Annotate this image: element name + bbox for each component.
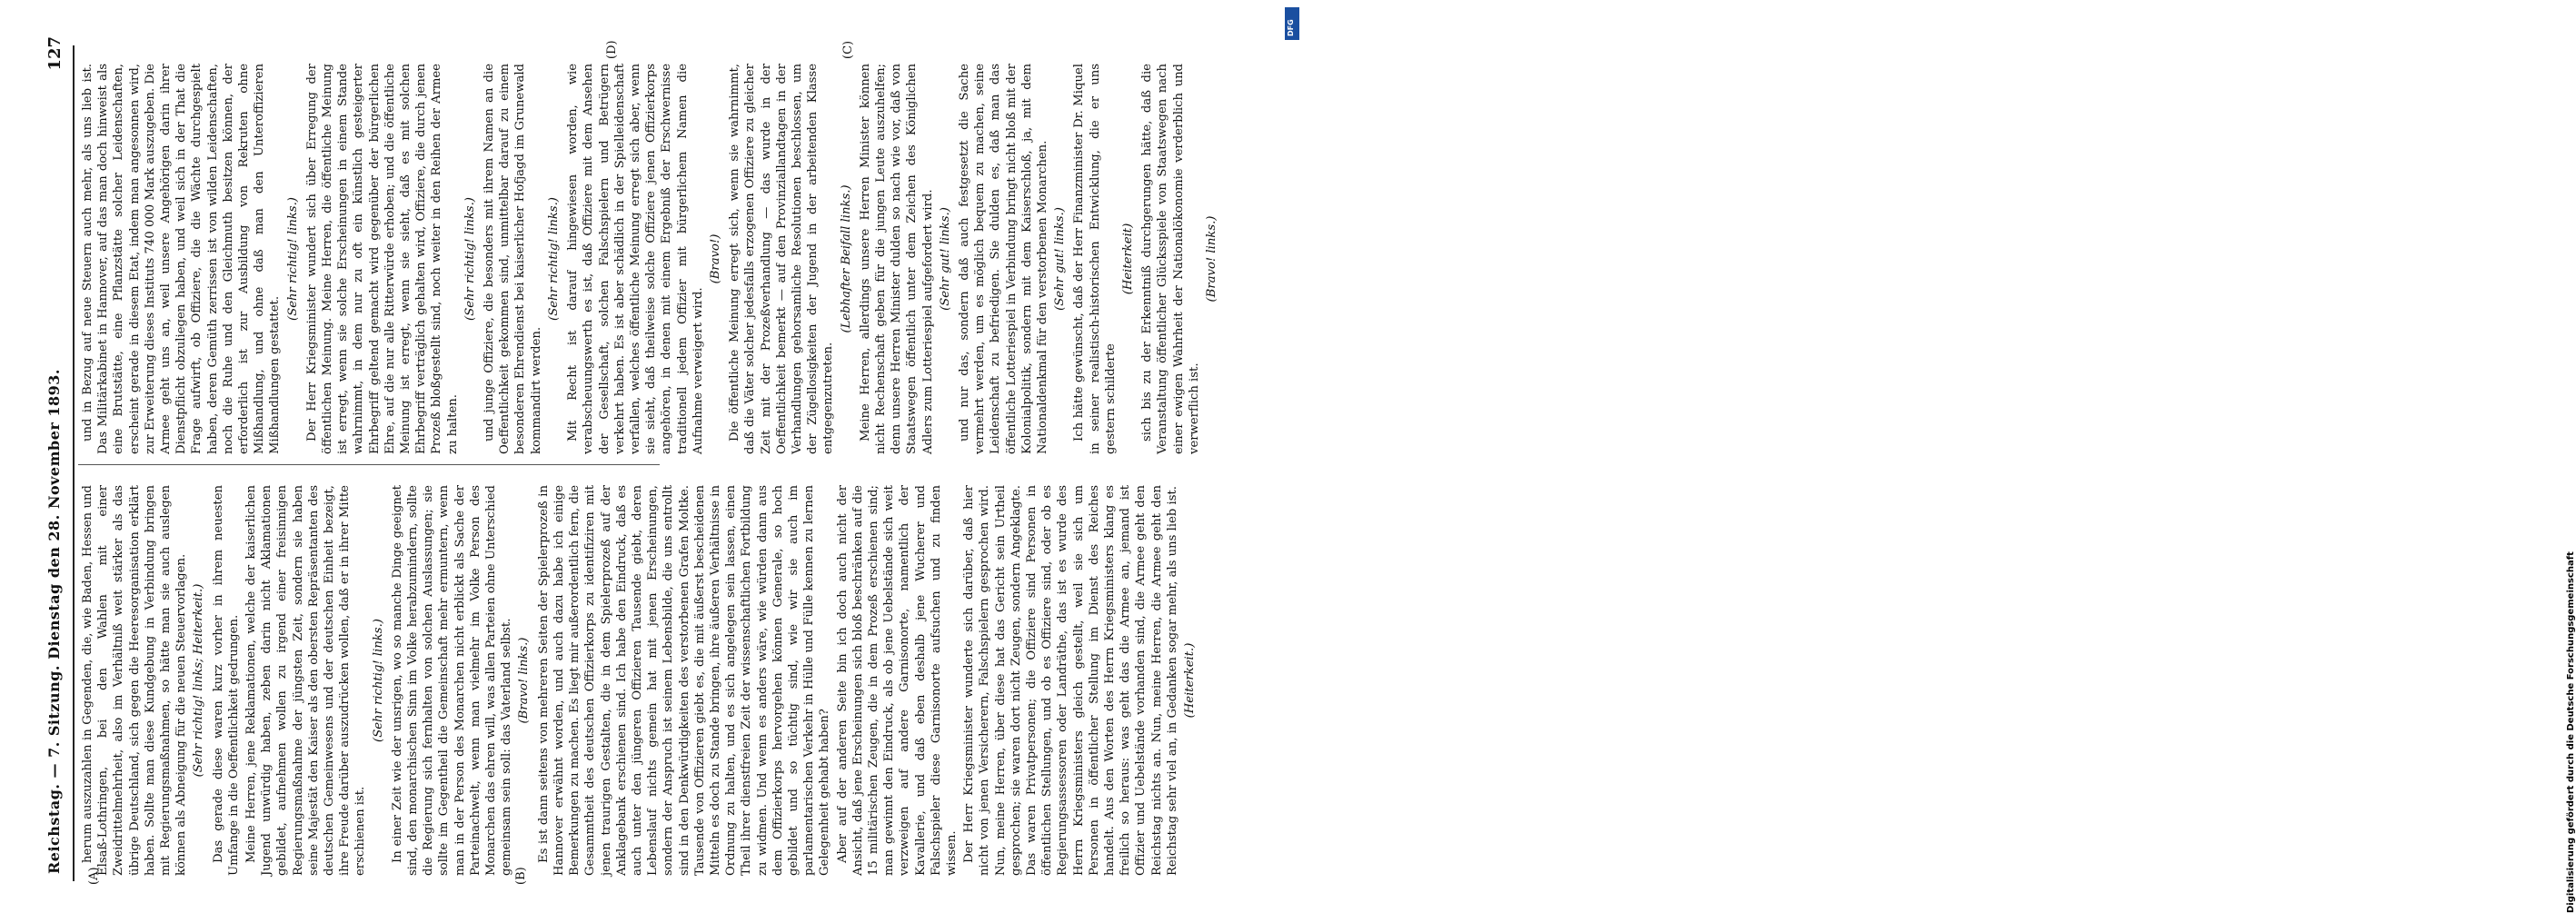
credit-text: Digitalisierung gefördert durch die Deutsche Forschungsgemeinschaft xyxy=(2566,551,2576,913)
paragraph: und in Bezug auf neue Steuern auch mehr, als uns lieb ist. Das Militärkabinet in Hannover, auf das man doch hinweist als eine Brutstätte, eine Pflanzstätte solcher Leidenschaften, erscheint gerade in diesem Etat, indem man angesonnen wird, zur Erweiterung dieses Instituts 740 000 Mark auszugeben. Die Armee geht uns an, weil unsere Angehörigen darin ihrer Dienstpflicht obzuliegen haben, und weil sich in der That die Frage aufwirft, ob Offiziere, die die Wächte durchgespielt haben, deren Gemüth zerrissen ist von wilden Leidenschaften, noch die Ruhe und den Gleichmuth besitzen können, der erforderlich ist zur Ausbildung von Rekruten ohne Mißhandlung, und ohne daß man den Unteroffizieren Mißhandlungen gestattet. xyxy=(81,64,283,454)
margin-marker-b: (B) xyxy=(514,867,528,885)
margin-marker-d: (D) xyxy=(605,40,619,59)
paragraph: Der Herr Kriegsminister wundert sich über Erregung der öffentlichen Meinung. Meine Herren, die öffentliche Meinung ist erregt, wenn sie solche Erscheinungen in einem Stande wahrnimmt, in dem nur zu oft ein künstlich gesteigerter Ehrbegriff geltend gemacht wird gegenüber der bürgerlichen Ehre, auf die nur alle Ritterwürde erhoben; und die öffentliche Meinung ist erregt, wenn sie sieht, daß es mit solchen Ehrbegriff verträglich gehalten wird, Offiziere, die durch jenen Prozeß bloßgestellt sind, noch weiter in den Reihen der Armee zu halten. xyxy=(304,64,460,454)
paragraph: Die öffentliche Meinung erregt sich, wenn sie wahrnimmt, daß die Väter solcher jedesfalls erzogenen Offiziere zu gleicher Zeit mit der Prozeßverhandlung — das wurde in der Oeffentlichkeit bemerkt — auf den Provinziallandtagen in der Verhandlungen gehorsamliche Resolutionen beschlossen, um der Zügellosigkeiten der Jugend in der arbeitenden Klasse entgegenzutreten. xyxy=(728,64,836,454)
interjection: (Sehr gut! links.) xyxy=(1053,207,1068,311)
interjection: (Sehr richtig! links.) xyxy=(285,197,300,321)
paragraph: Meine Herren, allerdings unsere Herren Minister können nicht Rechenschaft geben für die jungen Leute auszuhelfen; denn unsere Herren Minister dulden so nach wie vor, daß von Staatswegen öffentlich unter dem Zeichen des Königlichen Adlers zum Lotteriespiel aufgefordert wird. xyxy=(858,64,935,454)
paragraph: sich bis zu der Erkenntniß durchgerungen hätte, daß die Veranstaltung öffentlicher Glücksspiele von Staatswegen nach einer ewigen Wahrheit der Nationalökonomie verderblich und verwerflich ist. xyxy=(1140,64,1201,454)
paragraph: Aber auf der anderen Seite bin ich doch auch nicht der Ansicht, daß jene Erscheinungen sich bloß beschränken auf die 15 militärischen Zeugen, die in dem Prozeß erschienen sind; man gewinnt den Eindruck, als ob jene Uebelstände sich weit verzweigen auf andere Garnisonorte, namentlich der Kavallerie, und daß eben deshalb jene Wucherer und Falschspieler diese Garnisonorte aufsuchen und zu finden wissen. xyxy=(835,485,959,876)
paragraph: Der Herr Kriegsminister wunderte sich darüber, daß hier nicht von jenen Versicherern, Falschspielern gesprochen wird. Nun, meine Herren, über diese hat das Gericht sein Urtheil gesprochen; sie waren dort nicht Zeugen, sondern Angeklagte. Das waren Privatpersonen; die Offiziere sind Personen in öffentlichen Stellungen, und ob es Offiziere sind, oder ob es Regierungsassessoren oder Landräthe, das ist es wurde des Herrn Kriegsministers gleich gestellt, weil sie sich um Personen in öffentlicher Stellung im Dienst des Reiches handelt. Aus den Worten des Herrn Kriegsministers klang es freilich so heraus: was geht das die Armee an, jemand ist Offizier und Uebelstände vorhanden sind, die Armee geht den Reichstag nichts an. Nun, meine Herren, die Armee geht den Reichstag sehr viel an, in Gedanken sogar mehr, als uns lieb ist. xyxy=(962,485,1179,876)
interjection: (Sehr gut! links.) xyxy=(938,207,952,311)
interjection: (Sehr richtig! links.) xyxy=(462,197,477,321)
paragraph: und nur das, sondern daß auch festgesetzt die Sache vermehrt werden, um es möglich bequem zu machen, seine Leidenschaft zu befriedigen. Sie dulden es, daß man das öffentliche Lotteriespiel in Verbindung bringt nicht bloß mit der Kolonialpolitik, sondern mit dem Kaiserschloß, ja, mit dem Nationaldenkmal für den verstorbenen Monarchen. xyxy=(957,64,1049,454)
interjection: (Lebhafter Beifall links.) xyxy=(839,184,853,333)
paragraph: herum auszuzahlen in Gegenden, die, wie Baden, Hessen und Elsaß-Lothringen, bei den Wahlen mit einer Zweidrittelmehrheit, also im Verhältniß weit stärker als das übrige Deutschland, sich gegen die Heeresorganisation erklärt haben. Sollte man diese Kundgebung in Verbindung bringen mit Regierungsmaßnahmen, so hätte man sie auch auslegen können als Abneigung für die neuen Steuervorlagen. xyxy=(81,485,189,876)
paragraph: Es ist dann seitens von mehreren Seiten der Spielerprozeß in Hannover erwähnt worden, und auch dazu habe ich einige Bemerkungen zu machen. Es liegt mir außerordentlich fern, die Gesammtheit des deutschen Offizierkorps zu identifiziren mit jenen traurigen Gestalten, die in dem Spielerprozeß auf der Anklagebank erschienen sind. Ich habe den Eindruck, daß es auch unter den jüngeren Offizieren Tausende giebt, deren Lebenslauf nichts gemein hat mit jenen Erscheinungen, sondern der Anspruch ist seinem Lebensbilde, die uns entrollt sind in den Denkwürdigkeiten des verstorbenen Grafen Moltke. Tausende von Offizieren giebt es, die mit äußerst bescheidenen Mitteln es doch zu Stande bringen, ihre äußeren Verhältnisse in Ordnung zu halten, und es sich angelegen sein lassen, einen Theil ihrer dienstfreien Zeit der wissenschaftlichen Fortbildung zu widmen. Und wenn es anders wäre, wie würden dann aus dem Offizierkorps hervorgehen können Generale, so hoch gebildet und so tüchtig sind, wie wir sie auch im parlamentarischen Verkehr in Hülle und Fülle kennen zu lernen Gelegenheit gehabt haben? xyxy=(536,485,832,876)
text-column-right xyxy=(80,64,1223,454)
interjection: (Bravo! links.) xyxy=(517,637,532,724)
interjection: (Sehr richtig! links; Heiterkeit.) xyxy=(192,583,206,778)
interjection: (Sehr richtig! links.) xyxy=(546,197,561,321)
text-column-left xyxy=(80,485,1201,876)
interjection: (Heiterkeit.) xyxy=(1183,642,1198,719)
interjection: (Bravo! links.) xyxy=(1205,215,1219,303)
margin-marker-c: (C) xyxy=(841,40,855,59)
rotated-text-block xyxy=(42,27,1259,885)
margin-marker-a: (A) xyxy=(87,867,101,885)
paragraph: Ich hätte gewünscht, daß der Herr Finanzminister Dr. Miquel in seiner realistisch-historischen Entwicklung, die er uns gestern schilderte xyxy=(1072,64,1118,454)
column-divider xyxy=(78,464,660,465)
running-head: Reichstag. — 7. Sitzung. Dienstag den 28. November 1893. xyxy=(45,368,63,874)
page-header xyxy=(42,27,75,881)
paragraph: In einer Zeit wie der unsrigen, wo so manche Dinge geeignet sind, den monarchischen Sinn im Volke herabzumindern, sollte die Regierung sich fernhalten von solchen Auslassungen; sie sollte im Gegentheil die Gemeinschaft mehr ermuntern, wenn man in der Person des Monarchen nicht erblickt als Sache der Parteinachwelt, wenn man vielmehr im Volke Person des Monarchen das ehren will, was allen Parteien ohne Unterschied gemeinsam sein soll: das Vaterland selbst. xyxy=(390,485,514,876)
interjection: (Bravo!) xyxy=(708,233,722,284)
digitization-credit xyxy=(1283,9,2576,913)
interjection: (Sehr richtig! links.) xyxy=(371,619,385,742)
paragraph: Das gerade diese waren kurz vorher in ihrem neuesten Umfange in die Oeffentlichkeit gedrungen. xyxy=(211,485,241,876)
paragraph: Meine Herren, jene Reklamationen, welche der kaiserlichen Jugend unwürdig haben, zeben darin nicht Aklamationen gebildet, aufnehmen wollen zu irgend einer freisinnigen Regierungsmaßnahme der jüngsten Zeit, sondern sie haben seine Majestät den Kaiser als den obersten Repräsentanten des deutschen Gemeinwesens und der deutschen Einheit bezeigt, ihre Freude darüber auszudrücken wollen, daß er in ihrer Mitte erschienen ist. xyxy=(244,485,368,876)
header-rule xyxy=(73,45,75,881)
page-number: 127 xyxy=(45,36,65,71)
dfg-logo: DFG xyxy=(1285,7,1299,40)
paragraph: Mit Recht ist darauf hingewiesen worden, wie verabscheuungswerth es ist, daß Offiziere mit dem Ansehen der Gesellschaft, solchen Falschspielern und Betrügern verkehrt haben. Es ist aber schädlich in der Spielleidenschaft verfallen, welches öffentliche Meinung erregt sich aber, wenn sie sieht, daß theilweise solche Offiziere jenen Offizierkorps angehören, in denen mit einem Ergebniß der Erschwernisse traditionell jedem Offizier mit bürgerlichem Namen die Aufnahme verweigert wird. xyxy=(566,64,705,454)
interjection: (Heiterkeit) xyxy=(1121,223,1135,295)
paragraph: und junge Offiziere, die besonders mit ihrem Namen an die Oeffentlichkeit gekommen sind, unmittelbar darauf zu einem besonderen Ehrendienst bei kaiserlicher Hofjagd im Grunewald kommandirt werden. xyxy=(482,64,543,454)
